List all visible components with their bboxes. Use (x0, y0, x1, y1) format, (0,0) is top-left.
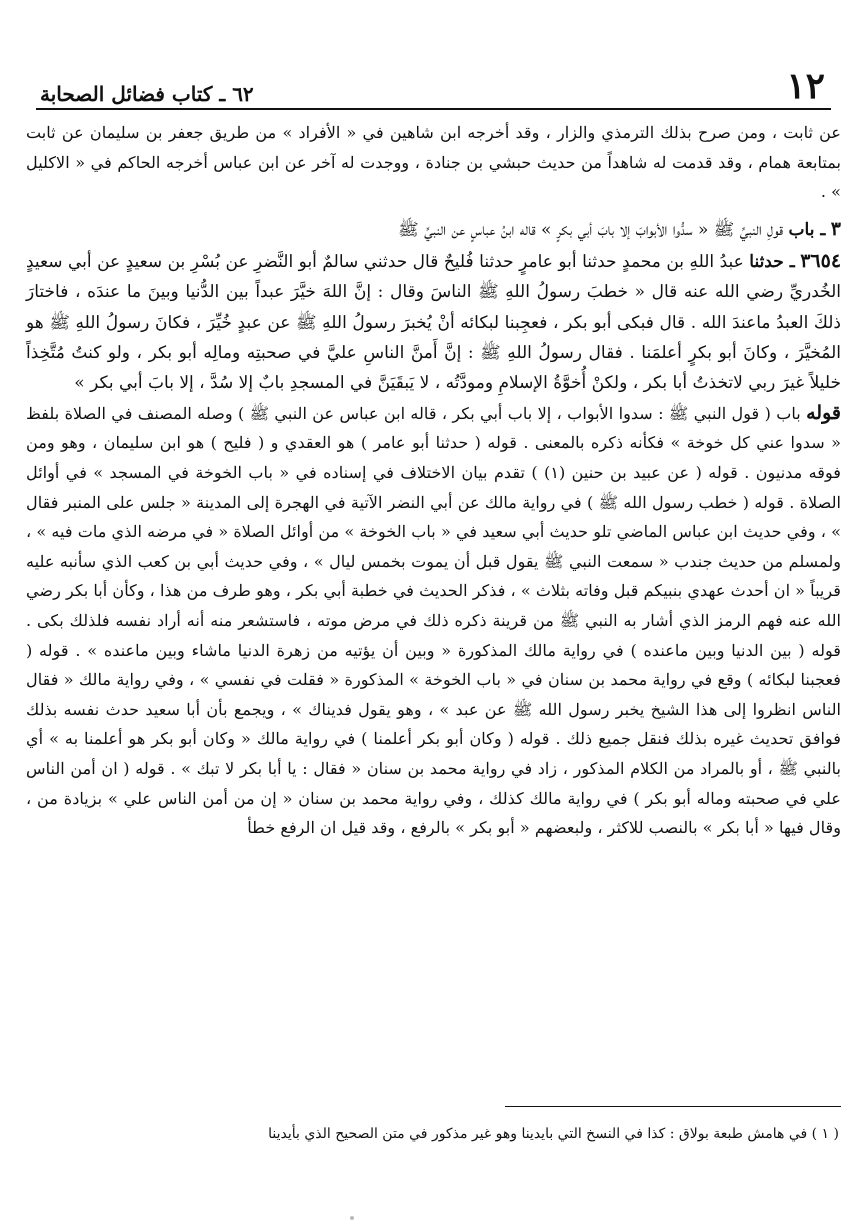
commentary-paragraph (26, 399, 841, 843)
commentary-opener: قوله (806, 401, 841, 424)
hadith-text: عبدُ اللهِ بن محمدٍ حدثنا أبو عامرٍ حدثنا فُليحٌ قال حدثني سالمٌ أبو النَّضرِ عن بُسْرِ بن سعيدٍ عن أبي سعيدٍ الخُدريِّ رضي الله عنه قال « خطبَ رسولُ اللهِ ﷺ الناسَ وقال : إنَّ اللهَ خيَّرَ عبداً بين الدُّنيا وبينَ ما عندَه ، فاختارَ ذلكَ العبدُ ماعندَ الله . قال فبكى أبو بكر ، فعجِبنا لبكائه أنْ يُخبرَ رسولُ اللهِ ﷺ عن عبدٍ خُيِّرَ ، فكانَ رسولُ اللهِ ﷺ هو المُخيَّرَ ، وكانَ أبو بكرٍ أعلمَنا . فقال رسولُ اللهِ ﷺ : إنَّ أَمنَّ الناسِ عليَّ في صحبتِه ومالِه أبو بكر ، ولو كنتُ مُتَّخِذاً خليلاً غيرَ ربي لاتخذتُ أبا بكر ، ولكنْ أُخوَّةُ الإسلامِ ومودَّتُه ، لا يَبقَيَنَّ في المسجدِ بابٌ إلا سُدَّ ، إلا بابَ أبي بكر » (26, 251, 841, 394)
page-header (36, 62, 831, 110)
hadith-paragraph (26, 246, 841, 399)
chapter-heading (26, 214, 841, 246)
chapter-keyword: ـ باب (788, 219, 826, 240)
spacer (26, 207, 841, 214)
footnote: ( ١ ) في هامش طبعة بولاق : كذا في النسخ التي بايدينا وهو غير مذكور في متن الصحيح الذي بأيدينا (268, 1126, 839, 1142)
scan-speck (350, 1216, 354, 1220)
hadith-number: ٣٦٥٤ (800, 249, 842, 272)
intro-paragraph: عن ثابت ، ومن صرح بذلك الترمذي والزار ، وقد أخرجه ابن شاهين في « الأفراد » من طريق جعفر بن سليمان عن ثابت بمتابعة همام ، وقد قدمت له شاهداً من حديث حبشي بن جنادة ، ووجدت له آخر عن ابن عباس أخرجه الحاكم في « الاكليل » . (26, 123, 841, 202)
header-rule (36, 108, 831, 110)
running-title: ٦٢ ـ كتاب فضائل الصحابة (40, 82, 254, 106)
hadith-keyword: ـ حدثنا (749, 251, 795, 272)
page-number: ١٢ (786, 65, 825, 107)
chapter-title: قولِ النبيِّ ﷺ « سدُّوا الأبوابَ إلا بابَ أبي بكرٍ » قاله ابنُ عباسٍ عن النبيِّ ﷺ (398, 219, 784, 240)
commentary-text: باب ( قول النبي ﷺ : سدوا الأبواب ، إلا باب أبي بكر ، قاله ابن عباس عن النبي ﷺ ) وصله المصنف في الصلاة بلفظ « سدوا عني كل خوخة » فكأنه ذكره بالمعنى . قوله ( حدثنا أبو عامر ) هو العقدي و ( فليح ) هو ابن سليمان ، وهو ومن فوقه مدنيون . قوله ( عن عبيد بن حنين (١) ) تقدم بيان الاختلاف في إسناده في « باب الخوخة في المسجد » في أوائل الصلاة . قوله ( خطب رسول الله ﷺ ) في رواية مالك عن أبي النضر الآتية في الهجرة إلى المدينة « جلس على المنبر فقال » ، وفي حديث ابن عباس الماضي تلو حديث أبي سعيد في « باب الخوخة » من أوائل الصلاة « في مرضه الذي مات فيه » ، ولمسلم من حديث جندب « سمعت النبي ﷺ يقول قبل أن يموت بخمس ليال » ، وفي حديث أبي بن كعب الذي سأنبه عليه قريباً « ان أحدث عهدي بنبيكم قبل وفاته بثلاث » ، فذكر الحديث في خطبة أبي بكر ، وهو طرف من هذا ، وكأن أبا بكر رضي الله عنه فهم الرمز الذي أشار به النبي ﷺ من قرينة ذكره ذلك في مرض موته ، فاستشعر منه أنه أراد نفسه فلذلك بكى . قوله ( بين الدنيا وبين ماعنده ) في رواية مالك المذكورة « وبين أن يؤتيه من زهرة الدنيا ماشاء وبين ماعنده » . قوله ( فعجبنا لبكائه ) وقع في رواية محمد بن سنان في « باب الخوخة » المذكورة « فقلت في نفسي » ، وفي رواية مالك « فقال الناس انظروا إلى هذا الشيخ يخبر رسول الله ﷺ عن عبد » ، وهو يقول فديناك » ، ويجمع بأن أبا سعيد حدث نفسه بذلك فوافق تحديث غيره بذلك فنقل جميع ذلك . قوله ( وكان أبو بكر أعلمنا ) في رواية مالك « وكان أبو بكر هو أعلمنا به » أي بالنبي ﷺ ، أو بالمراد من الكلام المذكور ، زاد في رواية محمد بن سنان « فقال : يا أبا بكر لا تبك » . قوله ( ان أمن الناس علي في صحبته وماله أبو بكر ) في رواية مالك كذلك ، وفي رواية محمد بن سنان « إن من أمن الناس علي » بزيادة من ، وقال فيها « أبا بكر » بالنصب للاكثر ، ولبعضهم « أبو بكر » بالرفع ، وقد قيل ان الرفع خطأ (26, 403, 841, 838)
body-text (26, 118, 841, 843)
chapter-number: ٣ (830, 217, 841, 240)
footnote-rule (505, 1106, 841, 1107)
